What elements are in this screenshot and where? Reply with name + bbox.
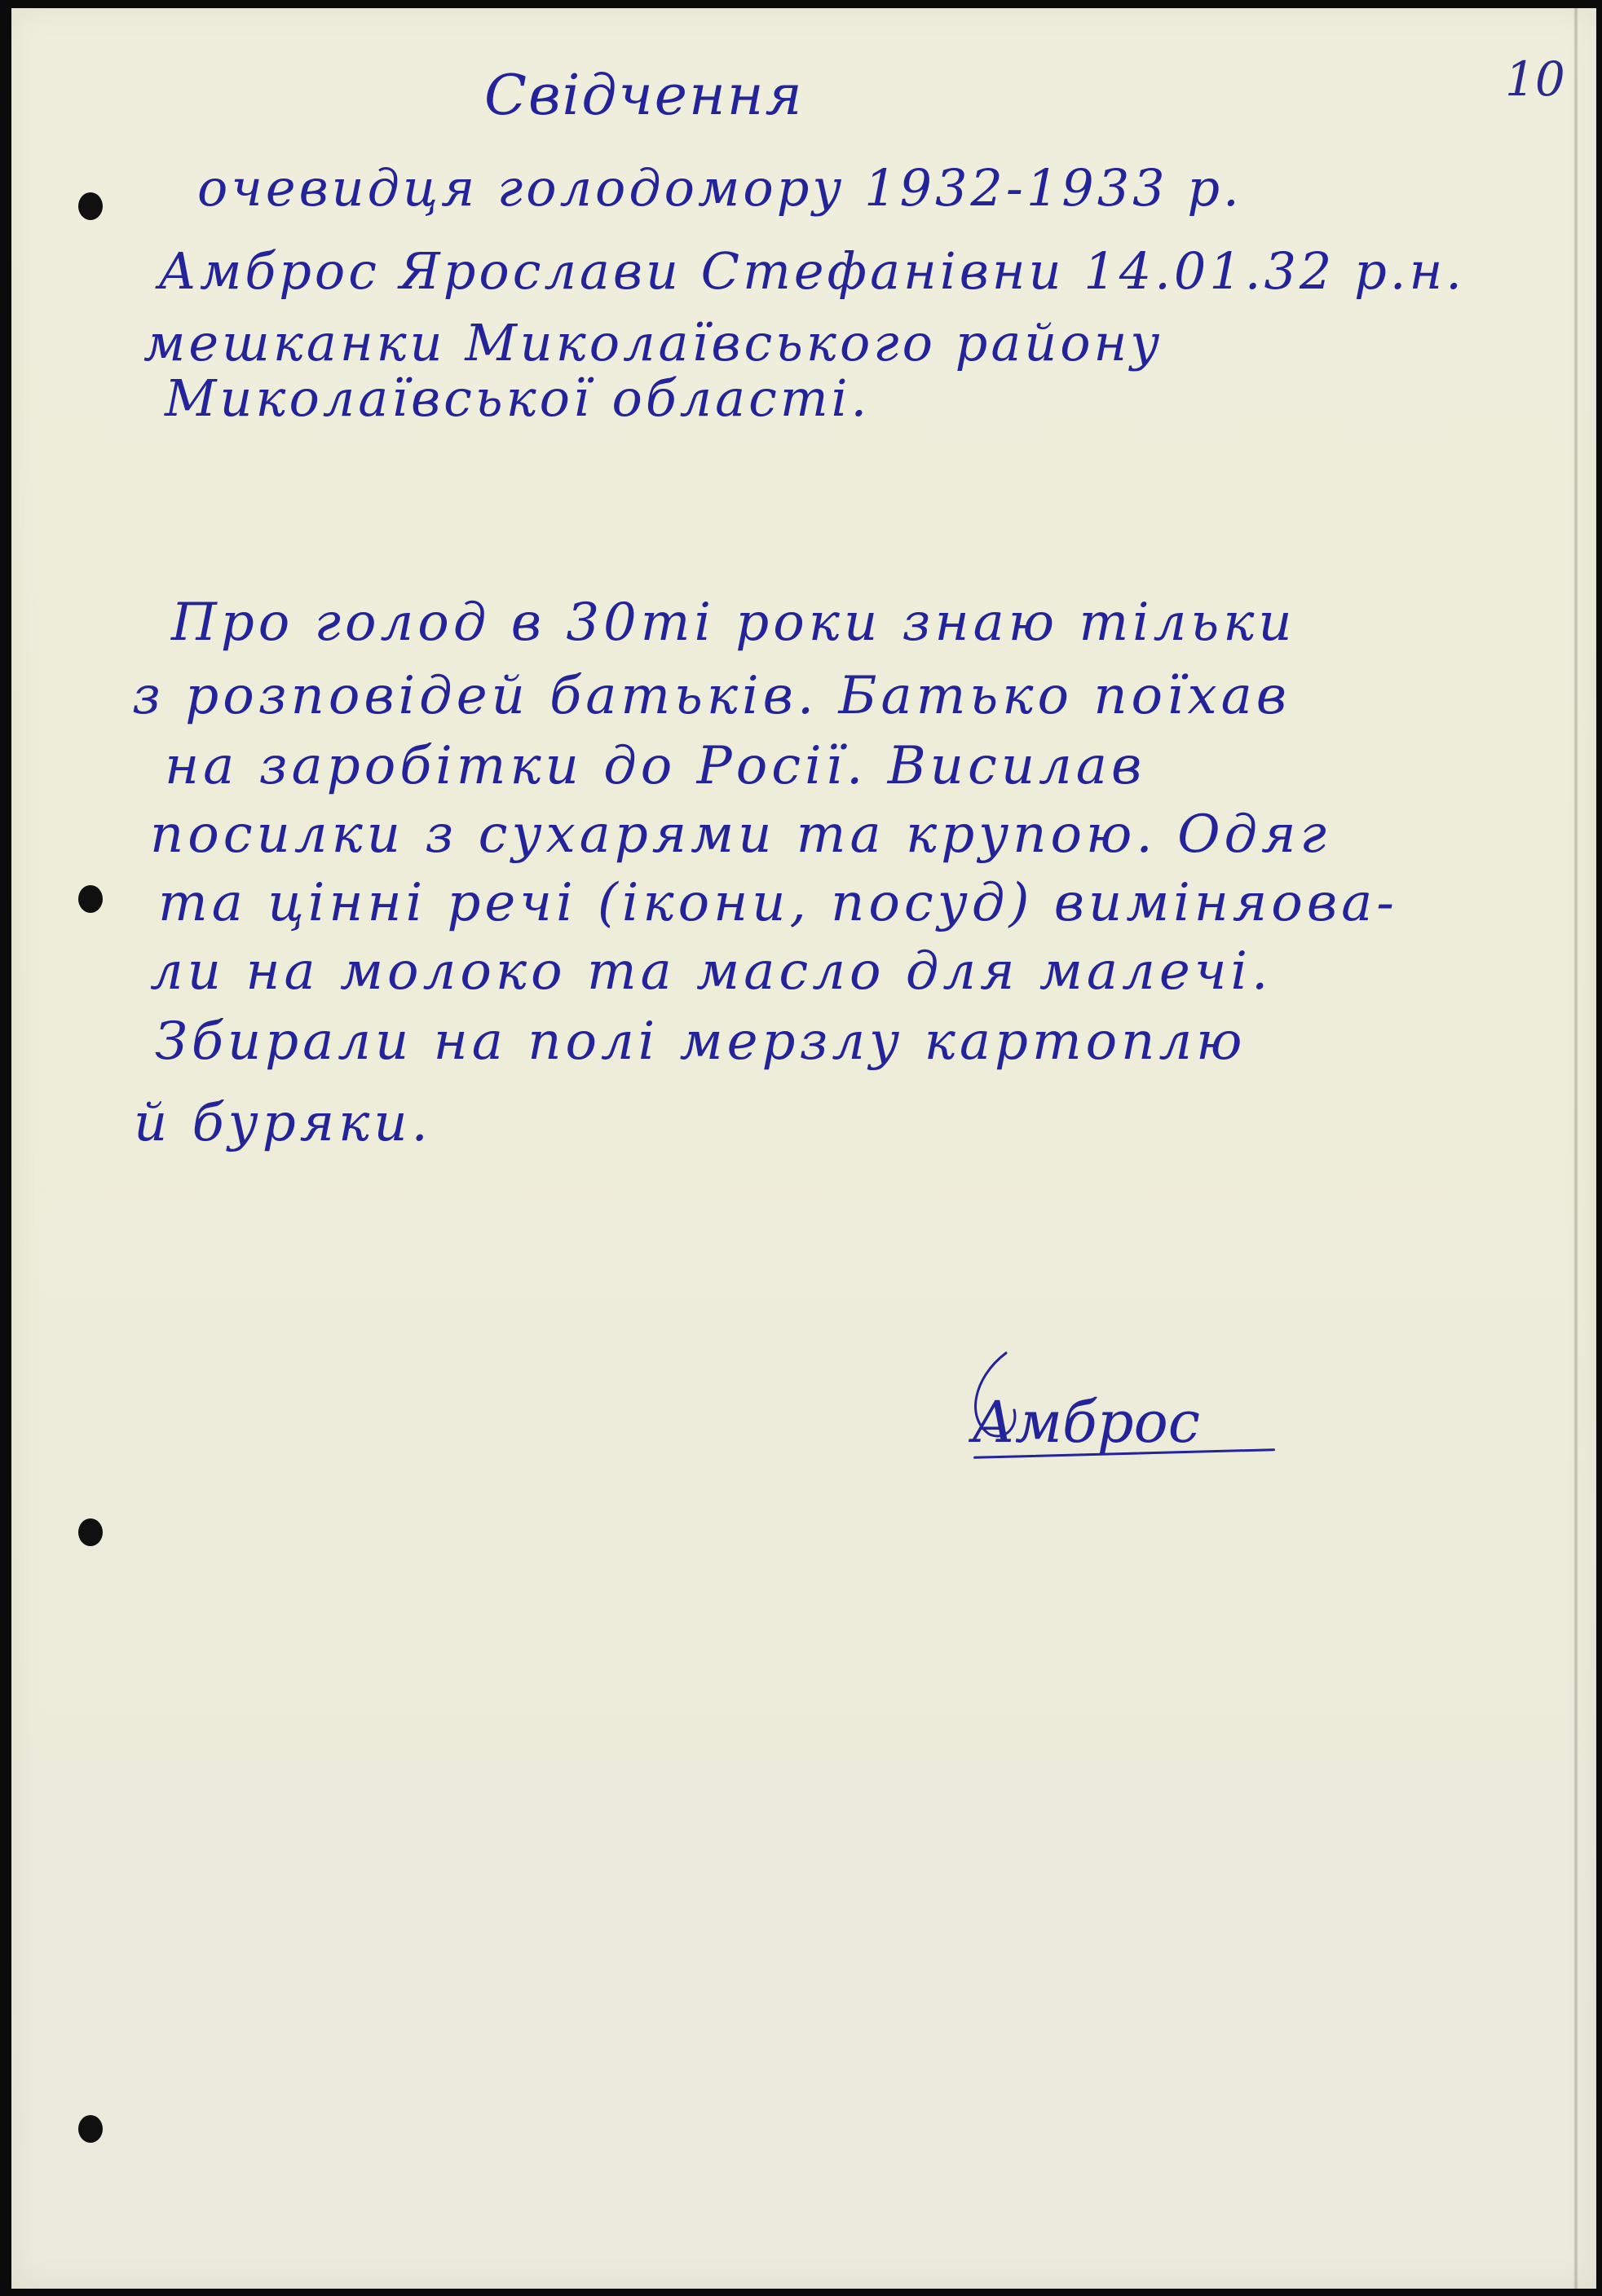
signature-text: Амброс <box>972 1389 1200 1456</box>
body-line: з розповідей батьків. Батько поїхав <box>132 666 1291 726</box>
body-line: ли на молоко та масло для малечі. <box>150 941 1273 1002</box>
punch-hole <box>78 192 103 220</box>
signature-flourish <box>957 1345 1030 1443</box>
body-line: та цінні речі (ікони, посуд) виміняова- <box>158 873 1398 933</box>
header-line: очевидця голодомору 1932-1933 р. <box>197 158 1242 218</box>
body-line: посилки з сухарями та крупою. Одяг <box>150 804 1331 865</box>
header-line: мешканки Миколаївського району <box>143 313 1163 372</box>
punch-hole <box>78 2115 103 2143</box>
paper-sheet <box>11 8 1596 2289</box>
paper-edge <box>1573 8 1578 2289</box>
body-line: Збирали на полі мерзлу картоплю <box>155 1011 1247 1072</box>
body-line: й буряки. <box>134 1093 432 1153</box>
header-line: Миколаївської області. <box>165 368 871 428</box>
punch-hole <box>78 885 103 913</box>
page-number: 10 <box>1505 51 1565 107</box>
header-line: Амброс Ярослави Стефанівни 14.01.32 р.н. <box>158 241 1466 301</box>
body-line: Про голод в 30ті роки знаю тільки <box>171 593 1296 653</box>
body-line: на заробітки до Росії. Висилав <box>165 736 1146 796</box>
punch-hole <box>78 1518 103 1546</box>
document-title: Свідчення <box>484 64 804 128</box>
